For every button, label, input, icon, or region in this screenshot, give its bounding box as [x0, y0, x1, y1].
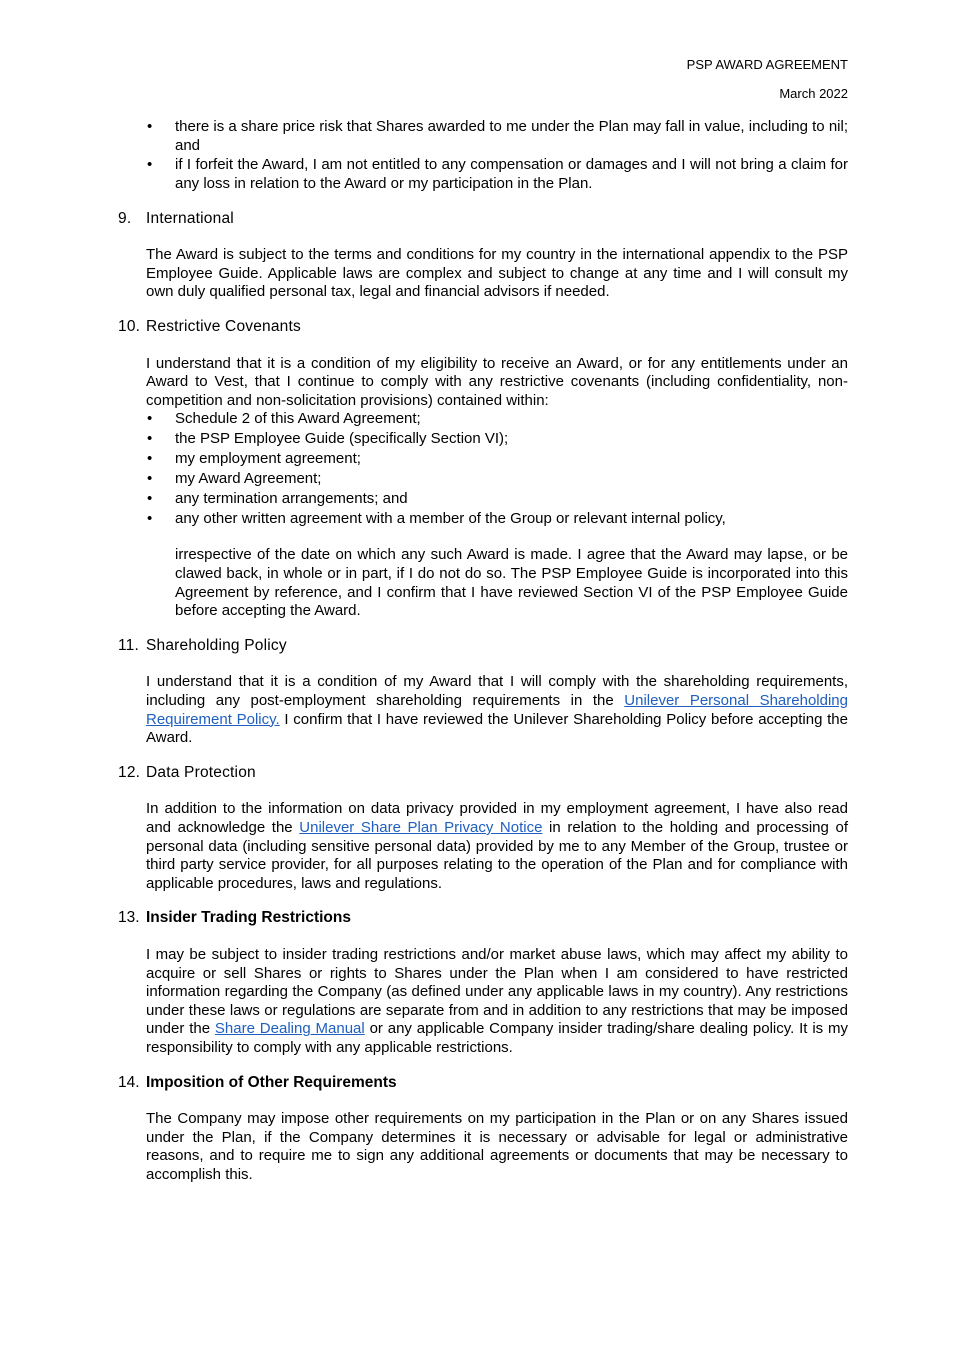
paragraph-text: or any applicable Company insider trading/share dealing policy. It is my responsibility to comply with any applicable restrictions.: [146, 1020, 848, 1056]
covenants-bullet-list: [118, 410, 848, 528]
paragraph-text: I may be subject to insider trading restrictions and/or market abuse laws, which may affect my ability to acquire or sell Shares or rights to Shares under the Plan when I am considered to have restricted information regarding the Company (as defined under any applicable laws in my country). Any restrictions under these laws or regulations are separate from and in addition to any restrictions that may be imposed under the: [146, 945, 848, 1038]
list-item: [118, 156, 848, 193]
bullet-text: my Award Agreement;: [175, 470, 322, 488]
intro-bullet-list: [118, 118, 848, 194]
bullet-text: if I forfeit the Award, I am not entitled to any compensation or damages and I will not bring a claim for any loss in relation to the Award or my participation in the Plan.: [175, 156, 848, 193]
share-dealing-manual-link[interactable]: Share Dealing Manual: [214, 1020, 365, 1038]
section-data-protection: [118, 764, 848, 894]
section-heading: [118, 1074, 848, 1093]
bullet-icon: •: [147, 509, 153, 527]
section-paragraph: I understand that it is a condition of my eligibility to receive an Award, or for any entitlements under an Award to Vest, that I continue to comply with any restrictive covenants (including confidentiality, non-competition and non-solicitation provisions) contained within:: [146, 354, 848, 409]
section-heading: [118, 909, 848, 928]
paragraph-text: in relation to the holding and processing of personal data (including sensitive personal data) provided by me to any Member of the Group, trustee or third party service provider, for all purposes relating to the operation of the Plan and for compliance with applicable procedures, laws and regulations.: [146, 819, 848, 892]
paragraph-text: I understand that it is a condition of my Award that I will comply with the shareholding requirements, including any post-employment shareholding requirements in the: [146, 673, 848, 710]
section-heading: [118, 210, 848, 229]
section-number: 11.: [118, 636, 139, 654]
section-heading: [118, 764, 848, 783]
section-title: International: [146, 209, 234, 227]
bullet-icon: •: [147, 430, 153, 448]
section-title: Imposition of Other Requirements: [146, 1073, 397, 1091]
section-paragraph: The Award is subject to the terms and conditions for my country in the international appendix to the PSP Employee Guide. Applicable laws are complex and subject to change at any time and I will consult my own duly qualified personal tax, legal and financial advisors if needed.: [146, 246, 848, 301]
shareholding-policy-link[interactable]: Unilever Personal Shareholding Requirement Policy.: [146, 692, 848, 728]
header-date: March 2022: [779, 86, 848, 101]
list-item: [118, 470, 848, 489]
document-body: [118, 118, 848, 1185]
section-title: Insider Trading Restrictions: [146, 909, 351, 927]
header-title: PSP AWARD AGREEMENT: [686, 57, 848, 72]
list-item: [118, 510, 848, 529]
section-other-requirements: [118, 1074, 848, 1185]
section-number: 14.: [118, 1073, 140, 1091]
section-international: [118, 210, 848, 302]
bullet-icon: •: [147, 489, 153, 507]
bullet-icon: •: [147, 470, 153, 488]
section-title: Shareholding Policy: [146, 636, 287, 654]
section-shareholding-policy: [118, 637, 848, 748]
section-paragraph: [146, 946, 848, 1058]
list-item: [118, 430, 848, 449]
section-title: Data Protection: [146, 763, 256, 781]
bullet-text: there is a share price risk that Shares awarded to me under the Plan may fall in value, including to nil; and: [175, 118, 848, 154]
bullet-icon: •: [147, 118, 153, 135]
section-restrictive-covenants: [118, 318, 848, 621]
list-item: [118, 450, 848, 469]
bullet-text: any other written agreement with a member of the Group or relevant internal policy,: [175, 509, 726, 527]
section-insider-trading: [118, 909, 848, 1057]
bullet-text: any termination arrangements; and: [175, 489, 408, 507]
bullet-text: the PSP Employee Guide (specifically Section VI);: [175, 430, 509, 448]
list-item: [118, 490, 848, 509]
section-title: Restrictive Covenants: [146, 318, 301, 336]
section-heading: [118, 637, 848, 656]
paragraph-text: In addition to the information on data privacy provided in my employment agreement, I have also read and acknowledge the: [146, 800, 848, 836]
bullet-icon: •: [147, 156, 153, 174]
bullet-text: my employment agreement;: [175, 450, 361, 468]
section-number: 9.: [118, 209, 132, 227]
bullet-icon: •: [147, 450, 153, 468]
list-item: [118, 410, 848, 429]
list-item: [118, 118, 848, 155]
section-heading: [118, 318, 848, 337]
section-number: 13.: [118, 909, 140, 927]
section-paragraph: [146, 800, 848, 893]
section-paragraph: The Company may impose other requirements on my participation in the Plan or on any Shares issued under the Plan, if the Company determines it is necessary or advisable for legal or administrative reasons, and to require me to sign any additional agreements or documents that may be necessary to accomplish this.: [146, 1110, 848, 1183]
section-number: 12.: [118, 763, 141, 781]
bullet-text: Schedule 2 of this Award Agreement;: [175, 410, 421, 428]
paragraph-text: I confirm that I have reviewed the Unilever Shareholding Policy before accepting the Award.: [146, 710, 848, 747]
section-closing-paragraph: irrespective of the date on which any such Award is made. I agree that the Award may lapse, or be clawed back, in whole or in part, if I do not do so. The PSP Employee Guide is incorporated into this Agreement by reference, and I confirm that I have reviewed Section VI of the PSP Employee Guide before accepting the Award.: [175, 546, 848, 620]
bullet-icon: •: [147, 410, 153, 428]
section-number: 10.: [118, 318, 141, 336]
privacy-notice-link[interactable]: Unilever Share Plan Privacy Notice: [299, 819, 543, 836]
section-paragraph: [146, 673, 848, 747]
